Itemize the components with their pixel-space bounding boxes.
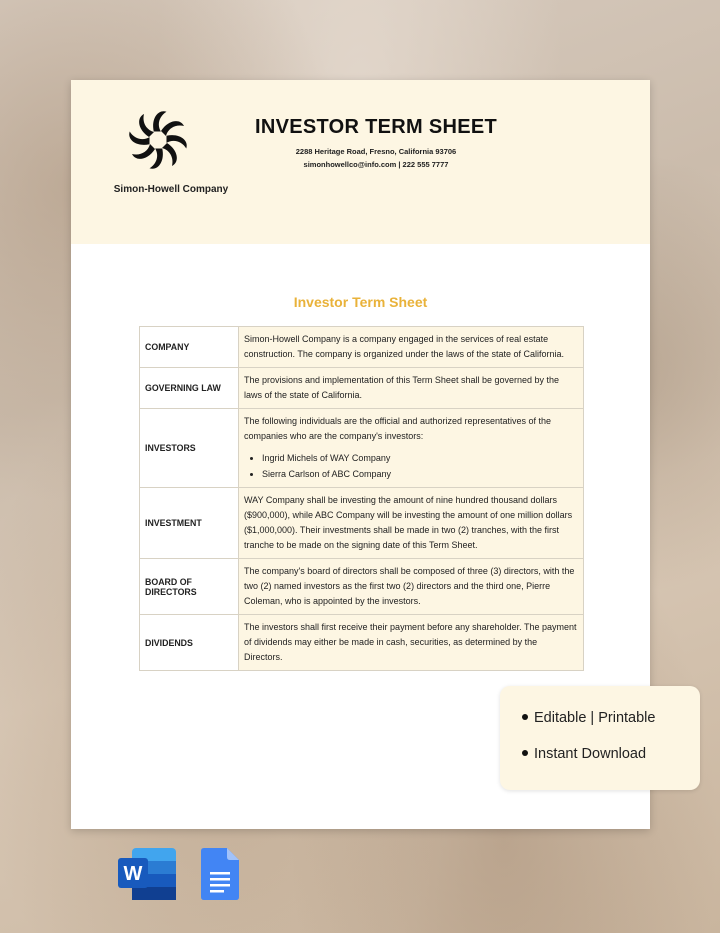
feature-editable: Editable | Printable [534, 710, 656, 726]
investors-list [244, 450, 578, 482]
list-item: • Ingrid Michels of WAY Company [262, 450, 578, 466]
row-label: BOARD OF DIRECTORS [140, 559, 239, 615]
document-title: INVESTOR TERM SHEET [254, 116, 498, 138]
term-sheet-table [139, 326, 584, 671]
feature-download: Instant Download [534, 746, 647, 762]
google-docs-icon[interactable] [201, 848, 239, 900]
table-row [140, 488, 584, 559]
table-row [140, 327, 584, 368]
row-description: Simon-Howell Company is a company engaged in the services of real estate construction. The company is organized under the laws of the state of California. [239, 327, 584, 368]
row-label: INVESTMENT [140, 488, 239, 559]
investors-intro: The following individuals are the official and authorized representatives of the companies who are the company's investors: [244, 416, 552, 441]
bullet-icon [522, 714, 528, 720]
company-name: Simon-Howell Company [113, 184, 229, 195]
table-row [140, 559, 584, 615]
company-logo [126, 108, 190, 172]
company-contact: simonhowellco@info.com | 222 555 7777 [303, 160, 449, 169]
svg-text:W: W [123, 863, 143, 885]
row-description: The investors shall first receive their payment before any shareholder. The payment of dividends may either be made in cash, securities, as determined by the Directors. [239, 615, 584, 671]
row-description: WAY Company shall be investing the amount of nine hundred thousand dollars ($900,000), while ABC Company will be investing the amount of one million dollars ($1,000,000). Their investments shall be made in two (2) tranches, with the first tranche to be made on the signing date of this Term Sheet. [239, 488, 584, 559]
row-description: The provisions and implementation of this Term Sheet shall be governed by the laws of the state of California. [239, 368, 584, 409]
row-label: COMPANY [140, 327, 239, 368]
table-row [140, 615, 584, 671]
bullet-icon [522, 750, 528, 756]
word-icon[interactable] [118, 848, 176, 900]
feature-item [522, 710, 655, 726]
row-description [239, 409, 584, 488]
features-badge [500, 686, 700, 790]
row-label: DIVIDENDS [140, 615, 239, 671]
list-item: • Sierra Carlson of ABC Company [262, 466, 578, 482]
row-description: The company's board of directors shall be composed of three (3) directors, with the two (2) named investors as the first two (2) directors and the third one, Pierre Coleman, who is appointed by the investors. [239, 559, 584, 615]
section-title: Investor Term Sheet [293, 294, 428, 310]
table-row [140, 368, 584, 409]
row-label: INVESTORS [140, 409, 239, 488]
table-row [140, 409, 584, 488]
company-address: 2288 Heritage Road, Fresno, California 93706 [295, 147, 457, 156]
document-header [71, 80, 650, 244]
row-label: GOVERNING LAW [140, 368, 239, 409]
feature-item [522, 746, 646, 762]
